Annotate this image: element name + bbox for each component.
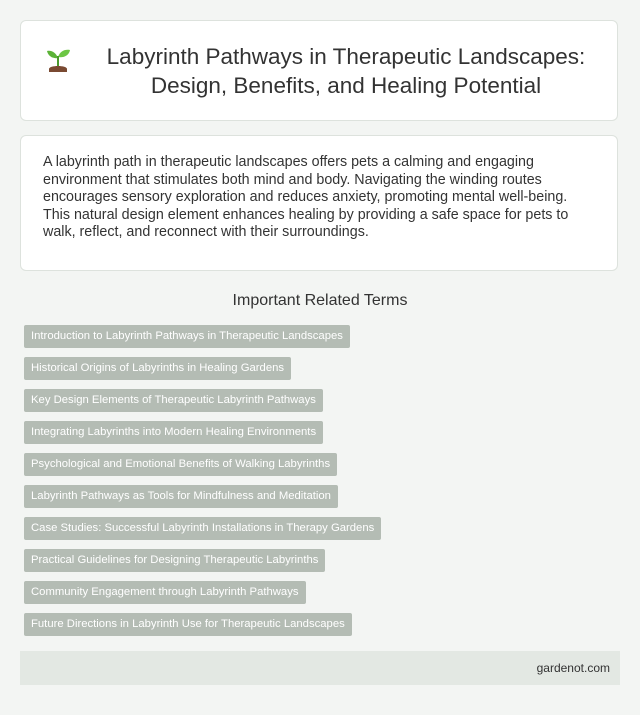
related-term-link[interactable]: Practical Guidelines for Designing Therapeutic Labyrinths: [24, 549, 325, 572]
related-term-item: [24, 389, 614, 421]
related-term-item: [24, 581, 614, 613]
page-title: Labyrinth Pathways in Therapeutic Landscapes: Design, Benefits, and Healing Potential: [106, 43, 586, 98]
related-term-link[interactable]: Integrating Labyrinths into Modern Healing Environments: [24, 421, 323, 444]
related-term-item: [24, 325, 614, 357]
related-terms-heading: Important Related Terms: [232, 292, 408, 309]
related-term-item: [24, 613, 614, 645]
related-term-item: [24, 453, 614, 485]
related-term-link[interactable]: Future Directions in Labyrinth Use for Therapeutic Landscapes: [24, 613, 352, 636]
intro-paragraph: A labyrinth path in therapeutic landscapes offers pets a calming and engaging environment that stimulates both mind and body. Navigating the winding routes encourages sensory exploration and reduces anxiety, promoting mental well-being. This natural design element enhances healing by providing a safe space for pets to walk, reflect, and reconnect with their surroundings.: [43, 154, 569, 241]
intro-card: [20, 135, 618, 271]
footer-site-link[interactable]: gardenot.com: [536, 661, 610, 675]
related-term-item: [24, 517, 614, 549]
related-term-link[interactable]: Key Design Elements of Therapeutic Labyrinth Pathways: [24, 389, 323, 412]
related-term-item: [24, 485, 614, 517]
related-term-item: [24, 421, 614, 453]
footer: [20, 651, 620, 685]
related-terms-list: [24, 325, 614, 645]
related-term-item: [24, 549, 614, 581]
related-term-link[interactable]: Labyrinth Pathways as Tools for Mindfulness and Meditation: [24, 485, 338, 508]
related-term-link[interactable]: Introduction to Labyrinth Pathways in Therapeutic Landscapes: [24, 325, 350, 348]
seedling-icon: [43, 46, 73, 76]
related-term-link[interactable]: Historical Origins of Labyrinths in Healing Gardens: [24, 357, 291, 380]
related-term-link[interactable]: Community Engagement through Labyrinth Pathways: [24, 581, 306, 604]
related-term-item: [24, 357, 614, 389]
related-term-link[interactable]: Case Studies: Successful Labyrinth Installations in Therapy Gardens: [24, 517, 381, 540]
related-term-link[interactable]: Psychological and Emotional Benefits of Walking Labyrinths: [24, 453, 337, 476]
header-card: [20, 20, 618, 121]
